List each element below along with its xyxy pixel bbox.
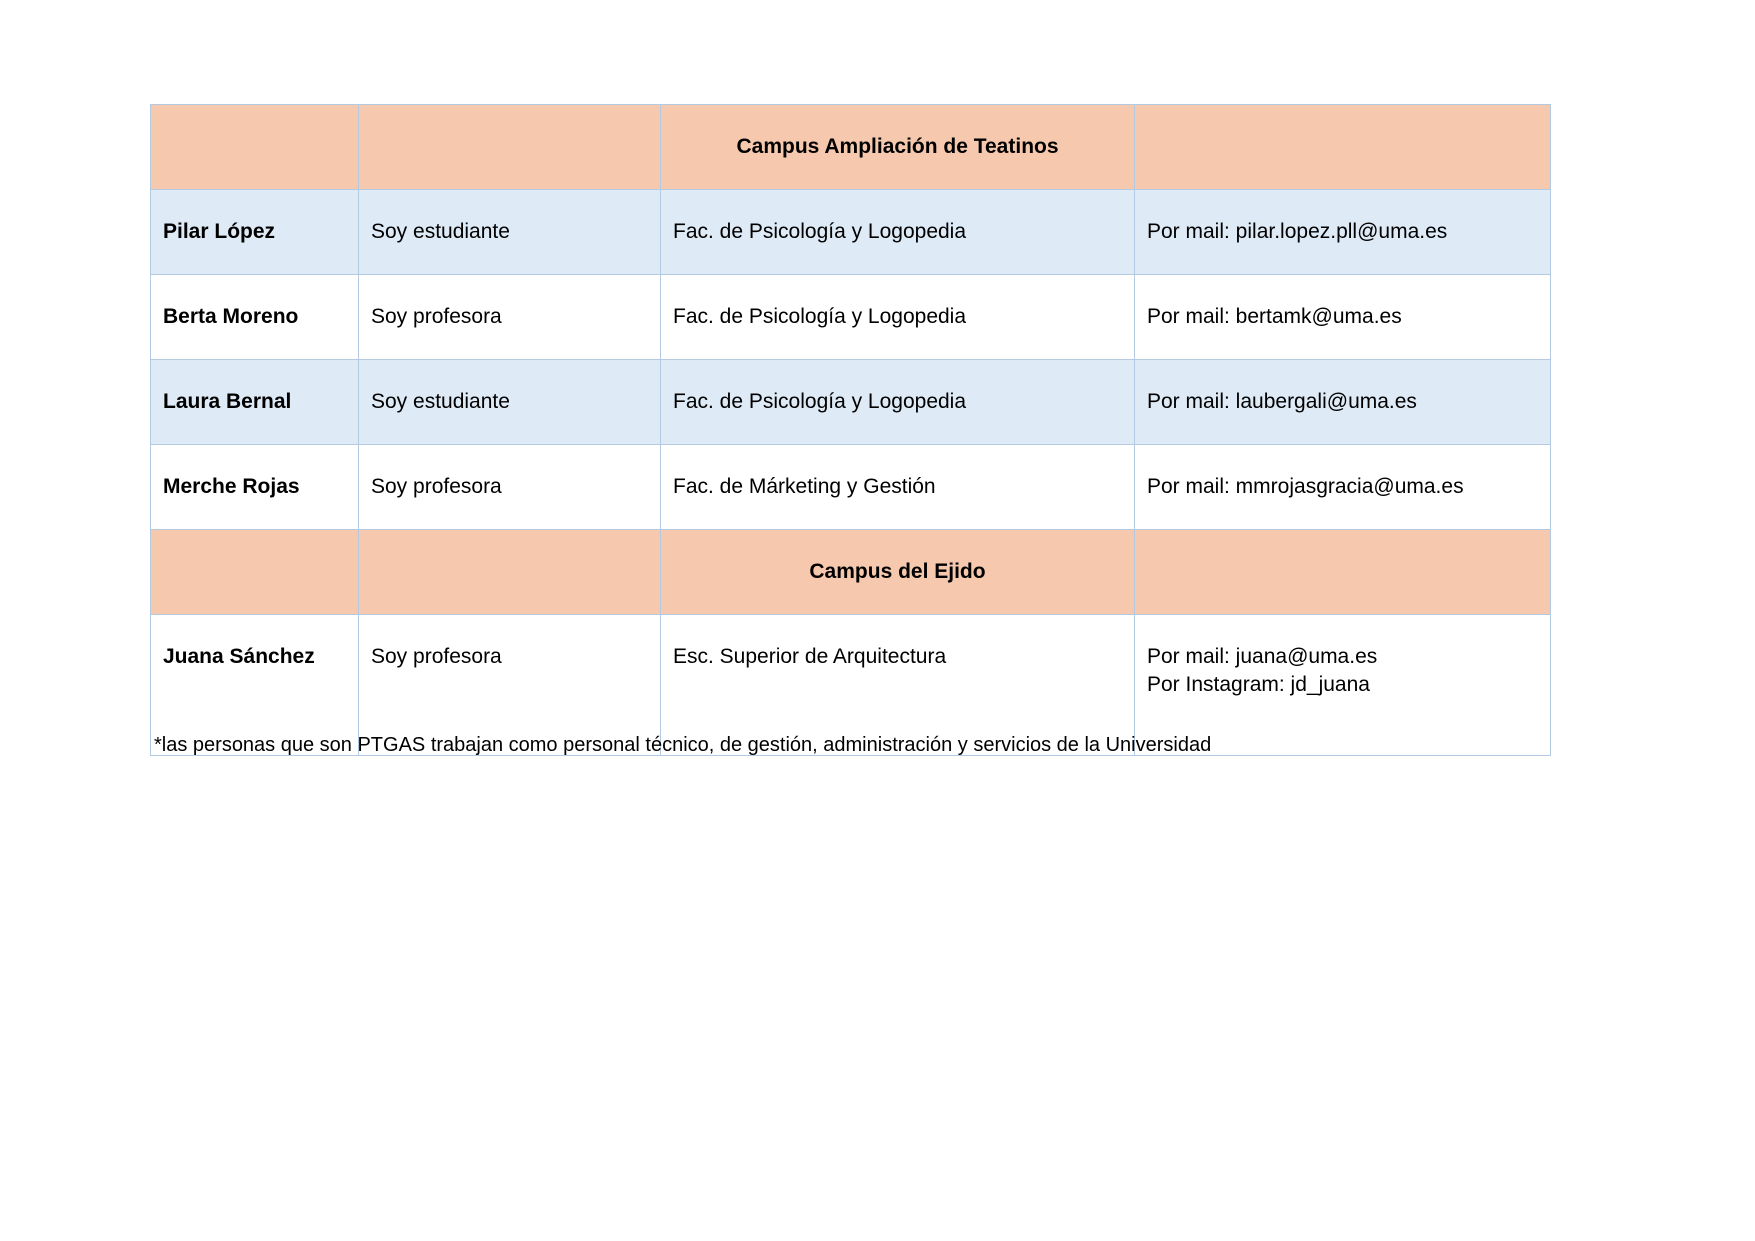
- person-role: Soy profesora: [359, 615, 661, 756]
- person-role: Soy profesora: [359, 275, 661, 360]
- person-contact: Por mail: pilar.lopez.pll@uma.es: [1135, 190, 1551, 275]
- table-row: [151, 190, 1551, 275]
- person-faculty: Fac. de Márketing y Gestión: [661, 445, 1135, 530]
- contacts-table: [150, 104, 1551, 756]
- person-name: Pilar López: [151, 190, 359, 275]
- person-faculty: Esc. Superior de Arquitectura: [661, 615, 1135, 756]
- table-row: [151, 360, 1551, 445]
- person-name: Juana Sánchez: [151, 615, 359, 756]
- person-faculty: Fac. de Psicología y Logopedia: [661, 360, 1135, 445]
- person-faculty: Fac. de Psicología y Logopedia: [661, 190, 1135, 275]
- table-row: [151, 275, 1551, 360]
- empty-cell: [1135, 530, 1551, 615]
- table-row: [151, 445, 1551, 530]
- person-contact: Por mail: bertamk@uma.es: [1135, 275, 1551, 360]
- person-name: Berta Moreno: [151, 275, 359, 360]
- person-contact: Por mail: mmrojasgracia@uma.es: [1135, 445, 1551, 530]
- campus-header-row: [151, 530, 1551, 615]
- person-name: Merche Rojas: [151, 445, 359, 530]
- contact-mail: Por mail: juana@uma.es: [1147, 645, 1378, 668]
- campus-header-row: [151, 105, 1551, 190]
- person-contact: Por mail: laubergali@uma.es: [1135, 360, 1551, 445]
- empty-cell: [151, 105, 359, 190]
- person-role: Soy estudiante: [359, 190, 661, 275]
- person-faculty: Fac. de Psicología y Logopedia: [661, 275, 1135, 360]
- empty-cell: [1135, 105, 1551, 190]
- footnote: *las personas que son PTGAS trabajan como personal técnico, de gestión, administración y servicios de la Universidad: [154, 734, 1212, 756]
- person-role: Soy estudiante: [359, 360, 661, 445]
- empty-cell: [359, 530, 661, 615]
- empty-cell: [151, 530, 359, 615]
- person-role: Soy profesora: [359, 445, 661, 530]
- contact-instagram: Por Instagram: jd_juana: [1147, 673, 1370, 696]
- empty-cell: [359, 105, 661, 190]
- campus-title: Campus del Ejido: [661, 530, 1135, 615]
- campus-title: Campus Ampliación de Teatinos: [661, 105, 1135, 190]
- person-name: Laura Bernal: [151, 360, 359, 445]
